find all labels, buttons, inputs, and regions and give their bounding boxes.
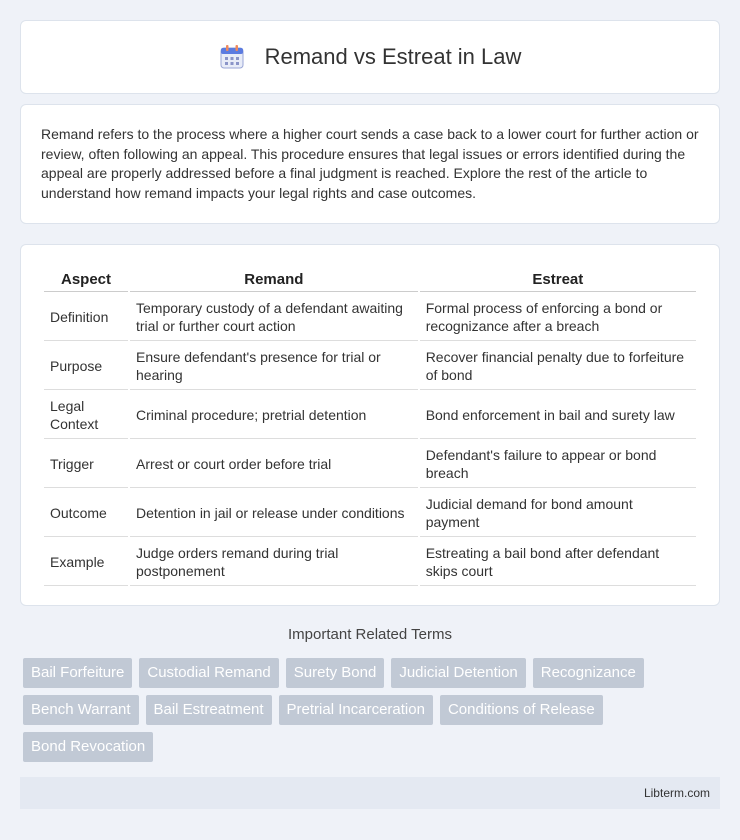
- table-row: [44, 343, 696, 390]
- cell-remand: Judge orders remand during trial postponement: [130, 539, 418, 586]
- cell-estreat: Formal process of enforcing a bond or recognizance after a breach: [420, 294, 696, 341]
- cell-aspect: Purpose: [44, 343, 128, 390]
- cell-aspect: Definition: [44, 294, 128, 341]
- related-terms-title: Important Related Terms: [288, 626, 452, 643]
- cell-estreat: Estreating a bail bond after defendant skips court: [420, 539, 696, 586]
- related-term-tag[interactable]: Surety Bond: [286, 658, 385, 688]
- cell-remand: Ensure defendant's presence for trial or hearing: [130, 343, 418, 390]
- cell-aspect: Legal Context: [44, 392, 128, 439]
- table-row: [44, 294, 696, 341]
- header-aspect: Aspect: [44, 265, 128, 292]
- cell-aspect: Outcome: [44, 490, 128, 537]
- comparison-table: [42, 263, 698, 588]
- related-term-tag[interactable]: Bail Estreatment: [146, 695, 272, 725]
- related-term-tag[interactable]: Recognizance: [533, 658, 644, 688]
- table-header-row: [44, 265, 696, 292]
- intro-text: Remand refers to the process where a higher court sends a case back to a lower court for further action or review, often following an appeal. This procedure ensures that legal issues or errors identified during the appeal are properly addressed before a final judgment is reached. Explore the rest of the article to understand how remand impacts your legal rights and case outcomes.: [41, 126, 699, 201]
- related-term-tag[interactable]: Bench Warrant: [23, 695, 139, 725]
- cell-estreat: Recover financial penalty due to forfeiture of bond: [420, 343, 696, 390]
- header-remand: Remand: [130, 265, 418, 292]
- cell-remand: Arrest or court order before trial: [130, 441, 418, 488]
- cell-remand: Detention in jail or release under conditions: [130, 490, 418, 537]
- cell-remand: Criminal procedure; pretrial detention: [130, 392, 418, 439]
- table-row: [44, 392, 696, 439]
- intro-card: [20, 104, 720, 224]
- footer-link[interactable]: Libterm.com: [643, 786, 710, 800]
- cell-aspect: Trigger: [44, 441, 128, 488]
- related-term-tag[interactable]: Bond Revocation: [23, 732, 153, 762]
- cell-remand: Temporary custody of a defendant awaiting trial or further court action: [130, 294, 418, 341]
- related-term-tag[interactable]: Bail Forfeiture: [23, 658, 132, 688]
- header-estreat: Estreat: [420, 265, 696, 292]
- footer: [20, 777, 720, 809]
- page-title: Remand vs Estreat in Law: [264, 44, 522, 69]
- cell-estreat: Judicial demand for bond amount payment: [420, 490, 696, 537]
- comparison-card: [20, 244, 720, 606]
- related-term-tag[interactable]: Judicial Detention: [391, 658, 525, 688]
- table-row: [44, 539, 696, 586]
- cell-estreat: Bond enforcement in bail and surety law: [420, 392, 696, 439]
- cell-aspect: Example: [44, 539, 128, 586]
- header-card: [20, 20, 720, 94]
- calendar-icon: [219, 44, 245, 70]
- related-terms-list: [23, 658, 723, 762]
- related-term-tag[interactable]: Conditions of Release: [440, 695, 603, 725]
- table-row: [44, 441, 696, 488]
- table-row: [44, 490, 696, 537]
- related-term-tag[interactable]: Custodial Remand: [139, 658, 278, 688]
- related-term-tag[interactable]: Pretrial Incarceration: [279, 695, 433, 725]
- cell-estreat: Defendant's failure to appear or bond breach: [420, 441, 696, 488]
